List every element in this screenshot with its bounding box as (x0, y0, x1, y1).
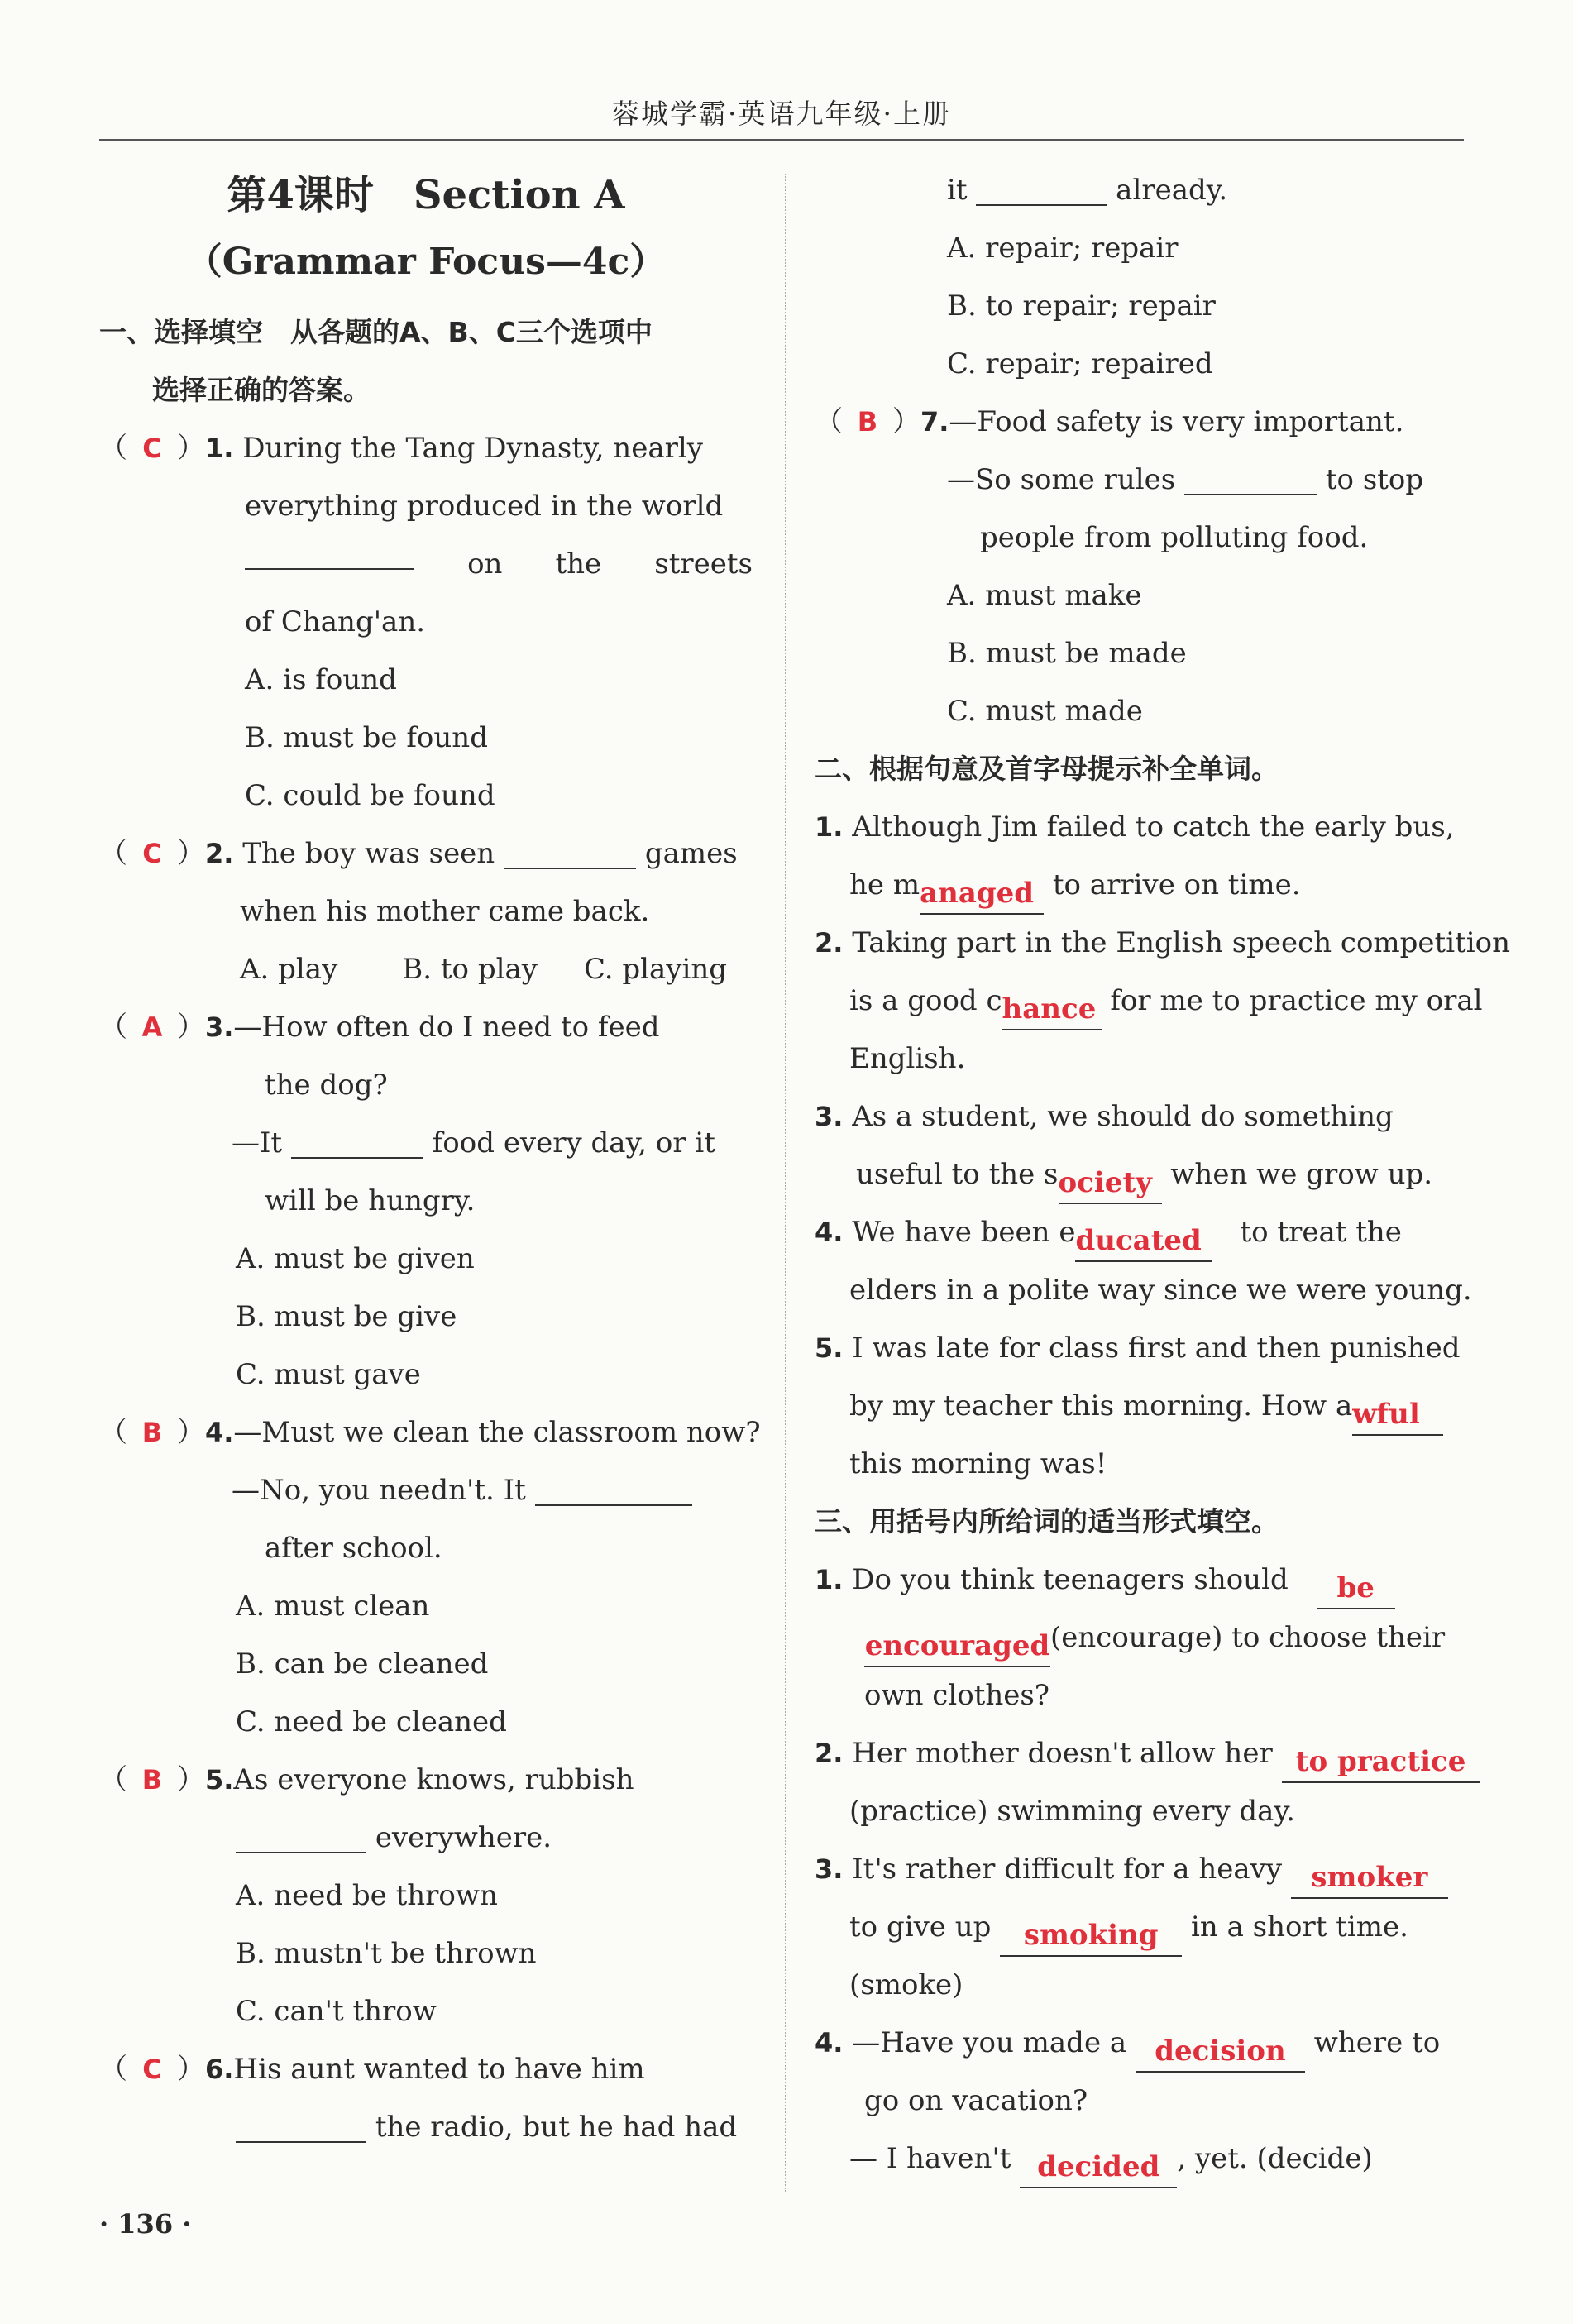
q7-line3: people from polluting food. (980, 521, 1369, 554)
filled-answer: decision (1136, 2035, 1305, 2073)
question-2: （ C ）2. The boy was seen games (99, 825, 753, 882)
p3-q4-line2: go on vacation? (864, 2084, 1088, 2117)
p3-q3-line3: (smoke) (849, 1968, 963, 2001)
filled-answer: anaged (920, 877, 1035, 910)
header-rule (99, 139, 1464, 141)
option-b: B. to repair; repair (947, 289, 1216, 323)
question-5: （ B ）5.As everyone knows, rubbish (99, 1751, 753, 1809)
answer-mark: C (142, 838, 162, 869)
filled-answer: smoking (1000, 1919, 1182, 1957)
question-1: （ C ）1. During the Tang Dynasty, nearly (99, 419, 753, 477)
p2-q2-line3: English. (849, 1042, 966, 1075)
p2-q4-line2: elders in a polite way since we were young. (849, 1274, 1472, 1307)
q3-line2: the dog? (265, 1069, 388, 1102)
p3-q2-line2: (practice) swimming every day. (849, 1795, 1295, 1828)
answer-blank (245, 535, 414, 570)
left-column (99, 161, 761, 2156)
answer-blank (504, 834, 636, 869)
option-a: A. is found (245, 663, 397, 696)
answer-mark: B (857, 406, 878, 438)
p3-question-3: 3. It's rather difficult for a heavy smoker (815, 1840, 1468, 1898)
answer-mark: B (141, 1764, 163, 1796)
part3-heading: 三、用括号内所给词的适当形式填空。 (815, 1505, 1279, 1537)
option-b: B. can be cleaned (236, 1647, 489, 1681)
right-column (815, 161, 1510, 2188)
answer-blank (291, 1124, 423, 1159)
lesson-title: 第4课时 Section A (227, 172, 625, 218)
answer-mark: C (142, 433, 162, 464)
option-c: C. can't throw (236, 1995, 437, 2028)
q3-line3: —It food every day, or it (99, 1114, 753, 1172)
filled-answer: encouraged (864, 1629, 1050, 1667)
filled-answer: hance (1002, 992, 1097, 1026)
option-c: C. repair; repaired (947, 347, 1213, 380)
q2-options: A. play B. to play C. playing (240, 953, 728, 986)
filled-answer: decided (1020, 2150, 1177, 2188)
p2-question-3: 3. As a student, we should do something (815, 1100, 1394, 1133)
q1-line2: everything produced in the world (245, 490, 724, 523)
q5-line2: everywhere. (99, 1809, 753, 1867)
p3-question-1: 1. Do you think teenagers should be (815, 1551, 1468, 1609)
p2-question-1: 1. Although Jim failed to catch the early bus, (815, 811, 1455, 844)
part2-heading: 二、根据句意及首字母提示补全单词。 (815, 753, 1279, 785)
p2-question-2: 2. Taking part in the English speech competition (815, 926, 1510, 959)
q6-line3: it already. (815, 161, 1468, 219)
option-b: B. must be give (236, 1300, 457, 1333)
answer-blank (236, 1819, 366, 1853)
column-divider (785, 174, 786, 2192)
answer-blank (236, 2108, 366, 2143)
p3-q1-line3: own clothes? (864, 1679, 1050, 1712)
question-3: （ A ）3.—How often do I need to feed (99, 998, 753, 1056)
running-header: 蓉城学霸·英语九年级·上册 (612, 98, 951, 130)
question-7: （ B ）7.—Food safety is very important. (815, 393, 1468, 451)
q1-line3: on the streets (99, 535, 753, 593)
part1-heading-cont: 选择正确的答案。 (152, 374, 371, 406)
q4-line2: —No, you needn't. It (99, 1461, 753, 1519)
filled-answer: be (1317, 1571, 1395, 1609)
p2-question-5: 5. I was late for class first and then punished (815, 1332, 1461, 1365)
p3-q3-line2: to give up smoking in a short time. (815, 1898, 1468, 1956)
p2-question-4: 4. We have been educated to treat the (815, 1203, 1468, 1261)
p3-question-2: 2. Her mother doesn't allow her to practice (815, 1724, 1468, 1782)
option-b: B. mustn't be thrown (236, 1937, 537, 1970)
option-b: B. must be made (947, 637, 1187, 670)
q7-line2: —So some rules to stop (815, 451, 1468, 509)
lesson-subtitle: （Grammar Focus—4c） (185, 241, 667, 283)
answer-blank (976, 171, 1107, 206)
option-c: C. need be cleaned (236, 1705, 507, 1738)
option-a: A. repair; repair (947, 232, 1179, 265)
answer-mark: C (142, 2054, 162, 2085)
q3-line4: will be hungry. (265, 1184, 476, 1217)
filled-answer: to practice (1282, 1745, 1480, 1783)
filled-answer: ociety (1058, 1166, 1152, 1199)
filled-answer: ducated (1075, 1224, 1202, 1257)
question-4: （ B ）4.—Must we clean the classroom now? (99, 1403, 753, 1461)
option-a: A. must make (947, 579, 1142, 612)
p3-q4-line3: — I haven't decided , yet. (decide) (815, 2130, 1468, 2188)
option-c: C. must made (947, 695, 1143, 728)
option-b: B. must be found (245, 721, 488, 754)
q1-line4: of Chang'an. (245, 605, 426, 638)
p3-question-4: 4. —Have you made a decision where to (815, 2014, 1468, 2072)
option-c: C. could be found (245, 779, 495, 812)
p2-q5-line3: this morning was! (849, 1447, 1107, 1480)
answer-mark: A (141, 1011, 163, 1043)
p2-q2-line2: is a good chance for me to practice my oral (815, 972, 1468, 1030)
p2-q3-line2: useful to the society when we grow up. (815, 1145, 1468, 1203)
question-6: （ C ）6.His aunt wanted to have him (99, 2040, 753, 2098)
q4-line3: after school. (265, 1532, 442, 1565)
p2-q1-line2: he managed to arrive on time. (815, 856, 1468, 914)
option-a: A. must be given (236, 1242, 475, 1275)
q6-line2: the radio, but he had had (99, 2098, 753, 2156)
option-c: C. must gave (236, 1358, 421, 1391)
q2-line2: when his mother came back. (240, 895, 650, 928)
answer-mark: B (141, 1417, 163, 1448)
answer-blank (535, 1471, 692, 1506)
filled-answer: smoker (1291, 1861, 1448, 1899)
page-number: · 136 · (99, 2208, 192, 2240)
option-a: A. need be thrown (236, 1879, 498, 1912)
part1-heading: 一、选择填空 从各题的A、B、C三个选项中 (99, 316, 653, 348)
filled-answer: wful (1352, 1398, 1420, 1431)
p2-q5-line2: by my teacher this morning. How awful (815, 1377, 1468, 1435)
p3-q1-line2: encouraged(encourage) to choose their (815, 1609, 1468, 1666)
answer-blank (1184, 461, 1317, 495)
option-a: A. must clean (236, 1590, 430, 1623)
